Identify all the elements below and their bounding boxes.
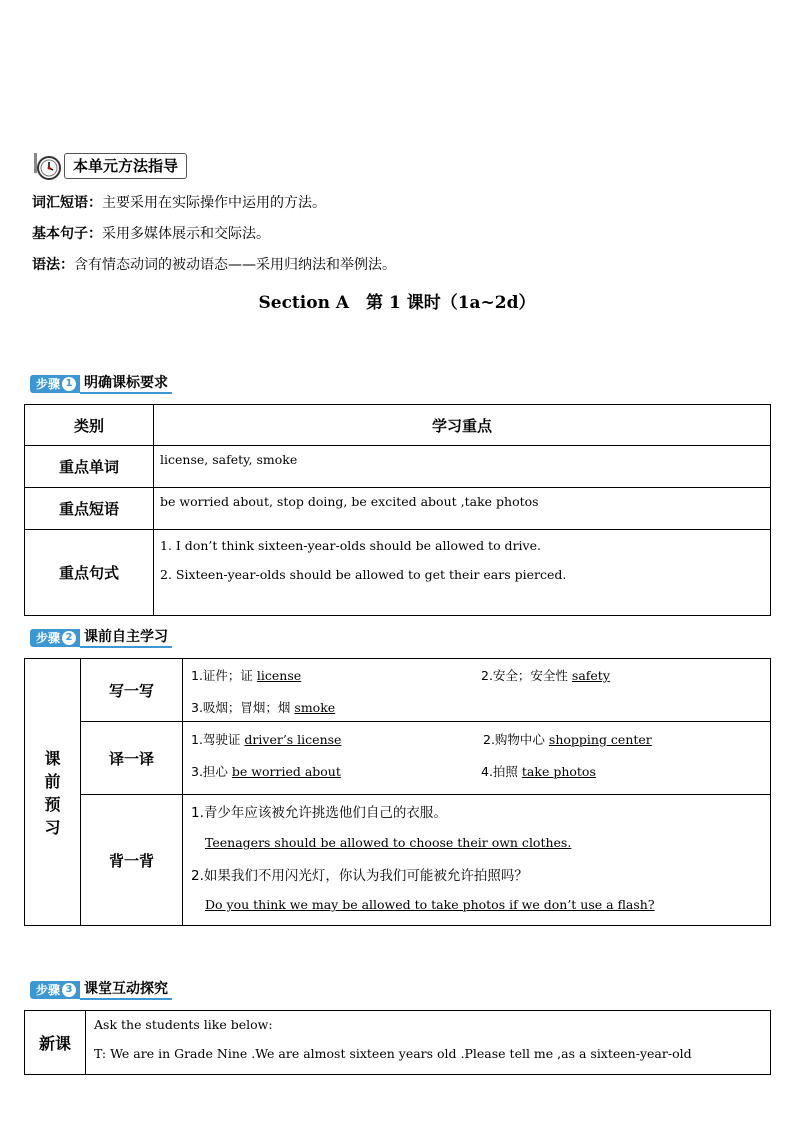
- interaction-table: [24, 1010, 771, 1075]
- method-guide-header: [32, 152, 187, 180]
- new-lesson-label: 新课: [25, 1011, 86, 1075]
- step-2-label: 步骤 2 课前自主学习: [30, 628, 172, 648]
- write-label: 写一写: [81, 659, 183, 722]
- header-focus: 学习重点: [154, 405, 771, 446]
- clock-icon: [32, 151, 62, 181]
- method-line-vocab: 词汇短语：主要采用在实际操作中运用的方法。: [32, 195, 326, 211]
- translate-label: 译一译: [81, 722, 183, 795]
- requirements-table: [24, 404, 771, 616]
- method-line-grammar: 语法：含有情态动词的被动语态——采用归纳法和举例法。: [32, 257, 396, 273]
- new-lesson-content: Ask the students like below: T: We are in Grade Nine .We are almost sixteen years old .Please tell me ,as a sixteen-year-old: [86, 1011, 771, 1075]
- write-content: 1.证件；证 license 2.安全；安全性 safety 3.吸烟；冒烟；烟 smoke: [183, 659, 771, 722]
- translate-content: 1.驾驶证 driver’s license 2.购物中心 shopping center 3.担心 be worried about 4.拍照 take photos: [183, 722, 771, 795]
- section-title: Section A 第 1 课时（1a~2d）: [258, 293, 536, 313]
- header-category: 类别: [25, 405, 154, 446]
- table-row: 重点单词 license, safety, smoke: [25, 446, 771, 488]
- table-row: 重点短语 be worried about, stop doing, be excited about ,take photos: [25, 488, 771, 530]
- step-3-label: 步骤 3 课堂互动探究: [30, 980, 172, 1000]
- step-1-label: 步骤 1 明确课标要求: [30, 374, 172, 394]
- recite-content: 1.青少年应该被允许挑选他们自己的衣服。 Teenagers should be allowed to choose their own clothes. 2.如果我们不用闪光灯，你认为我们可能被允许拍照吗？ Do you think we may be allowed to take photos if we don’t use a flash?: [183, 795, 771, 926]
- table-row: 重点句式 1. I don’t think sixteen-year-olds should be allowed to drive. 2. Sixteen-year-olds should be allowed to get their ears pierced.: [25, 530, 771, 616]
- preview-side-label: 课 前 预 习: [25, 659, 81, 926]
- preview-table: [24, 658, 771, 926]
- method-line-sentence: 基本句子：采用多媒体展示和交际法。: [32, 226, 270, 242]
- method-guide-title: 本单元方法指导: [64, 153, 187, 179]
- recite-label: 背一背: [81, 795, 183, 926]
